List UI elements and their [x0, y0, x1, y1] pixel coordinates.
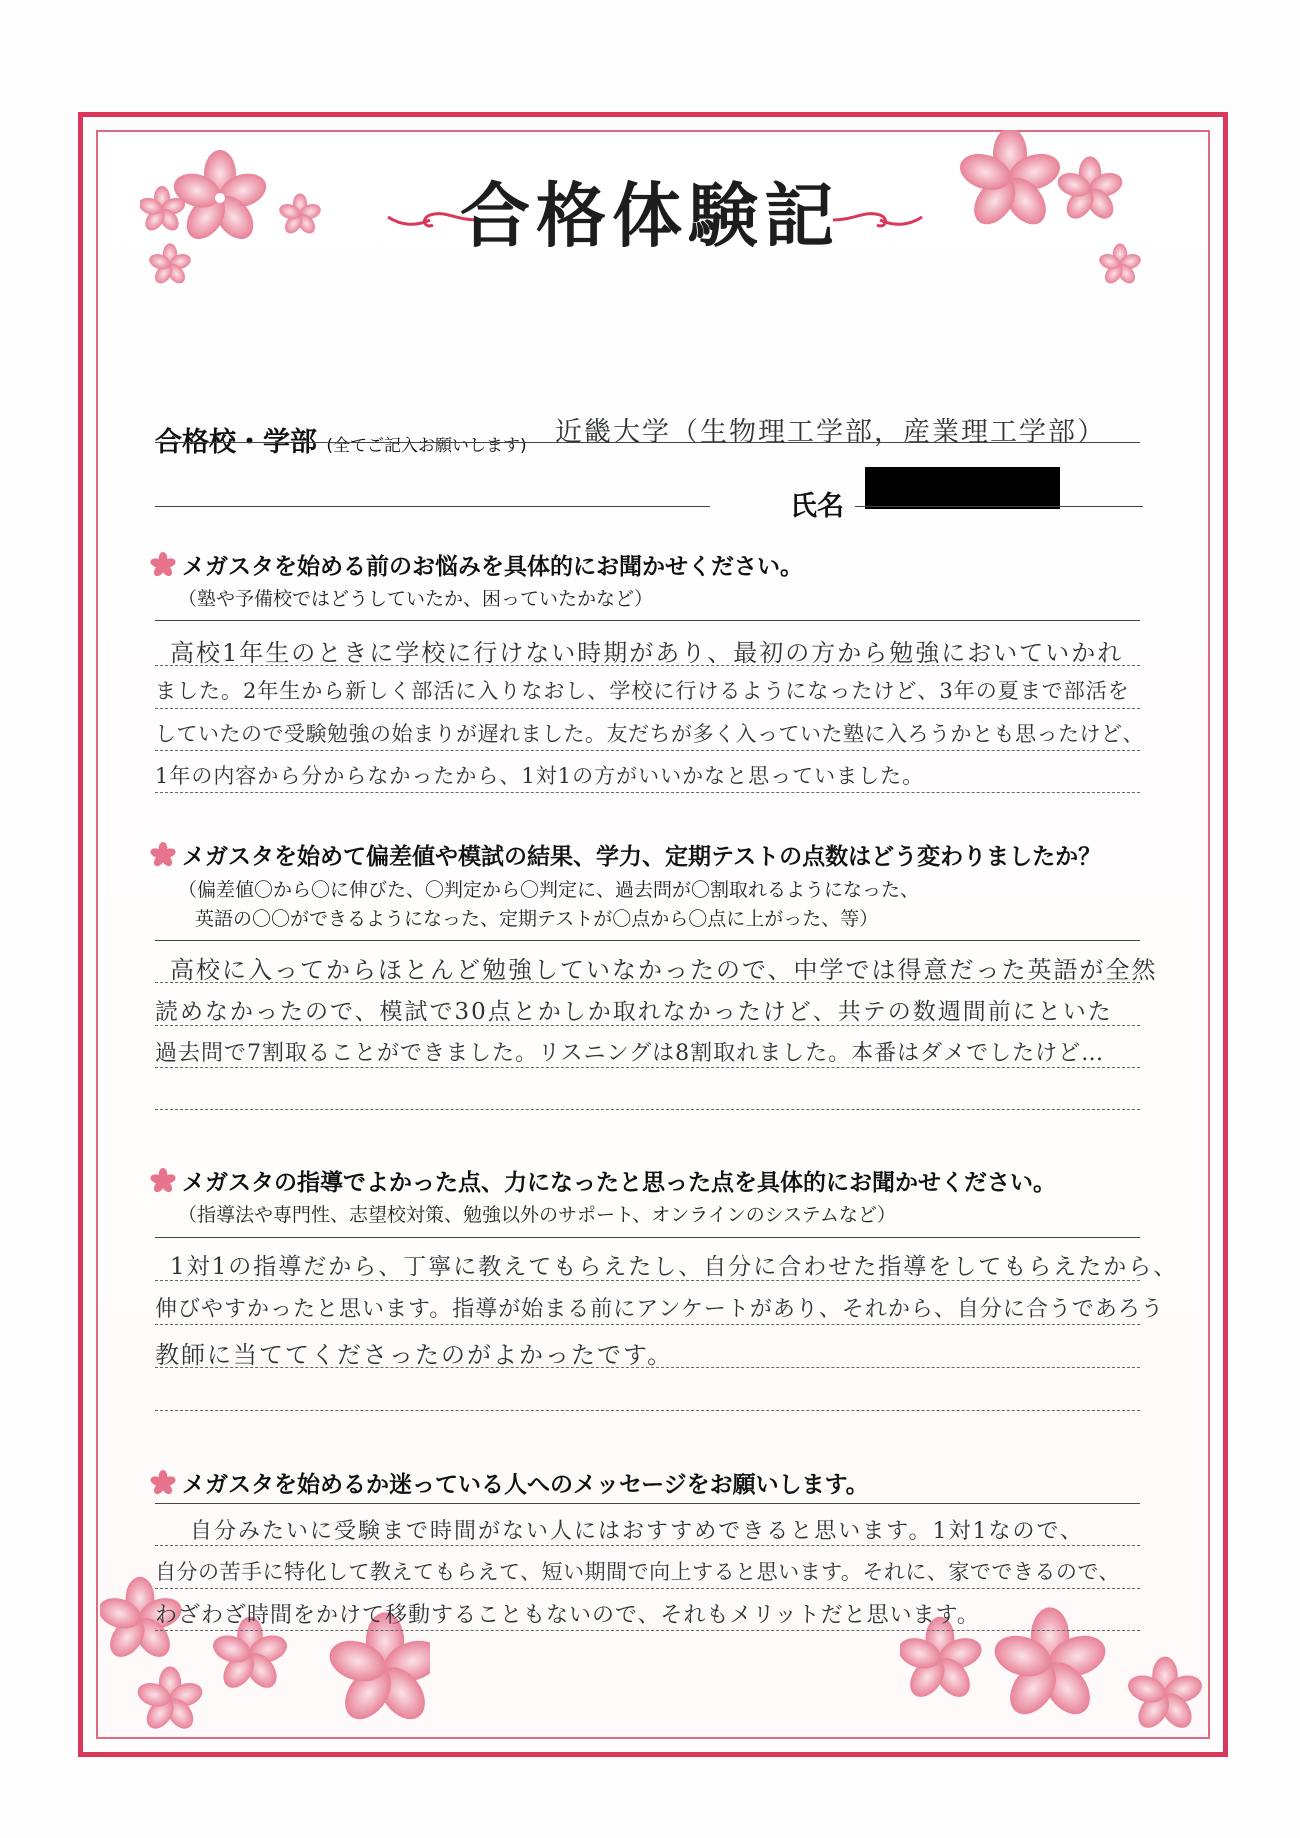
section-3-answer-line-1: 1対1の指導だから、丁寧に教えてもらえたし、自分に合わせた指導をしてもらえたから、	[170, 1254, 1179, 1280]
answer-dashed-line	[155, 665, 1140, 666]
school-label-note: (全てご記入お願いします)	[326, 436, 527, 456]
section-4-title	[150, 1466, 869, 1499]
section-4-answer-line-3: わざわざ時間をかけて移動することもないので、それもメリットだと思います。	[155, 1603, 980, 1628]
section-4-title-text: メガスタを始めるか迷っている人へのメッセージをお願いします。	[182, 1472, 869, 1498]
school-field-value: 近畿大学（生物理工学部，産業理工学部）	[555, 417, 1106, 448]
name-field-label: 氏名	[790, 491, 844, 522]
section-3-answer-line-3: 教師に当ててくださったのがよかったです。	[155, 1341, 674, 1369]
blossom-bullet-icon	[150, 1168, 176, 1194]
section-1-answer-line-2: ました。2年生から新しく部活に入りなおし、学校に行けるようになったけど、3年の夏まで部活を	[155, 679, 1130, 703]
blank-line	[155, 506, 710, 507]
answer-dashed-line	[155, 1109, 1140, 1110]
section-2-answer-line-1: 高校に入ってからほとんど勉強していなかったので、中学では得意だった英語が全然	[170, 956, 1158, 984]
title-container	[0, 160, 1300, 261]
section-2-subtitle-1: （偏差値〇から〇に伸びた、〇判定から〇判定に、過去問が〇割取れるようになった、	[178, 879, 920, 901]
section-1-subtitle: （塾や予備校ではどうしていたか、困っていたかなど）	[178, 588, 654, 610]
section-2-title	[150, 838, 1101, 871]
answer-dashed-line	[155, 1324, 1140, 1325]
section-2-answer-line-2: 読めなかったので、模試で30点とかしか取れなかったけど、共テの数週間前にといた	[155, 999, 1113, 1025]
answer-dashed-line	[155, 982, 1140, 983]
answer-dashed-line	[155, 1280, 1140, 1281]
answer-dashed-line	[155, 1588, 1140, 1589]
answer-dashed-line	[155, 1067, 1140, 1068]
answer-dashed-line	[155, 708, 1140, 709]
blossom-bullet-icon	[150, 552, 176, 578]
title-swirl-right-icon	[830, 205, 925, 235]
section-2-subtitle-2: 英語の〇〇ができるようになった、定期テストが〇点から〇点に上がった、等）	[195, 908, 879, 930]
answer-dashed-line	[155, 1025, 1140, 1026]
school-field-label	[155, 420, 527, 459]
section-3-subtitle: （指導法や専門性、志望校対策、勉強以外のサポート、オンラインのシステムなど）	[178, 1204, 896, 1226]
section-4-answer-line-1: 自分みたいに受験まで時間がない人にはおすすめできると思います。1対1なので、	[190, 1519, 1085, 1544]
section-3-top-line	[155, 1237, 1140, 1238]
section-2-top-line	[155, 940, 1140, 941]
school-label-text: 合格校・学部	[155, 427, 317, 458]
answer-dashed-line	[155, 1410, 1140, 1411]
answer-dashed-line	[155, 1545, 1140, 1546]
section-1-answer-line-1: 高校1年生のときに学校に行けない時期があり、最初の方から勉強においていかれ	[170, 639, 1124, 667]
section-3-title-text: メガスタの指導でよかった点、力になったと思った点を具体的にお聞かせください。	[182, 1170, 1056, 1196]
section-3-answer-line-2: 伸びやすかったと思います。指導が始まる前にアンケートがあり、それから、自分に合うであろう	[155, 1297, 1164, 1322]
answer-dashed-line	[155, 1367, 1140, 1368]
school-field-underline	[155, 442, 1140, 443]
section-3-title	[150, 1164, 1056, 1197]
answer-dashed-line	[155, 792, 1140, 793]
answer-dashed-line	[155, 1630, 1140, 1631]
answer-dashed-line	[155, 750, 1140, 751]
section-1-answer-line-4: 1年の内容から分からなかったから、1対1の方がいいかなと思っていました。	[155, 764, 925, 788]
section-1-title-text: メガスタを始める前のお悩みを具体的にお聞かせください。	[182, 554, 803, 580]
section-1-top-line	[155, 620, 1140, 621]
section-1-answer-line-3: していたので受験勉強の始まりが遅れました。友だちが多く入っていた塾に入ろうかとも思ったけど、	[155, 722, 1144, 746]
name-field-underline	[855, 506, 1143, 507]
page-title: 合格体験記	[460, 174, 840, 257]
section-2-answer-line-3: 過去問で7割取ることができました。リスニングは8割取れました。本番はダメでしたけど…	[155, 1041, 1105, 1066]
cherry-blossom-bottom-left-icon	[100, 1560, 430, 1735]
blossom-bullet-icon	[150, 1470, 176, 1496]
redacted-name	[865, 467, 1060, 509]
section-2-title-text: メガスタを始めて偏差値や模試の結果、学力、定期テストの点数はどう変わりましたか？	[182, 844, 1102, 870]
section-1-title	[150, 548, 803, 581]
section-4-top-line	[155, 1503, 1140, 1504]
blossom-bullet-icon	[150, 842, 176, 868]
section-4-answer-line-2: 自分の苦手に特化して教えてもらえて、短い期間で向上すると思います。それに、家でできるので、	[155, 1560, 1120, 1584]
